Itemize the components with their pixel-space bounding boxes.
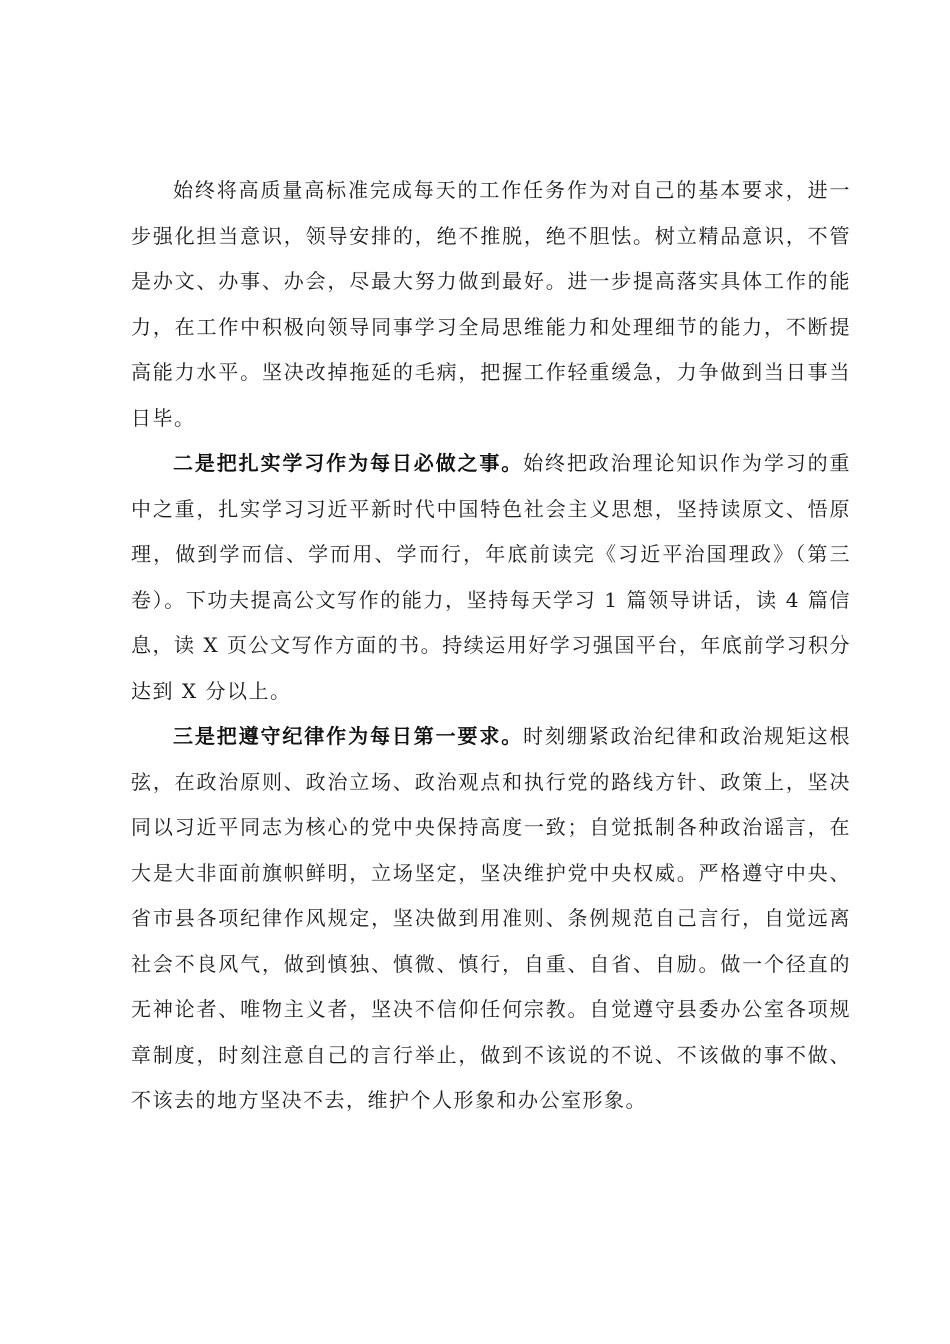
paragraph-1-text: 始终将高质量高标准完成每天的工作任务作为对自己的基本要求，进一步强化担当意识，领导安排的，绝不推脱，绝不胆怯。树立精品意识，不管是办文、办事、办会，尽最大努力做到最好。进一步提高落实具体工作的能力，在工作中积极向领导同事学习全局思维能力和处理细节的能力，不断提高能力水平。坚决改掉拖延的毛病，把握工作轻重缓急，力争做到当日事当日毕。 bbox=[131, 178, 851, 430]
paragraph-2-text: 始终把政治理论知识作为学习的重中之重，扎实学习习近平新时代中国特色社会主义思想，坚持读原文、悟原理，做到学而信、学而用、学而行，年底前读完《习近平治国理政》（第三卷）。下功夫提高公文写作的能力，坚持每天学习 1 篇领导讲话，读 4 篇信息，读 X 页公文写作方面的书。持续运用好学习强国平台，年底前学习积分达到 X 分以上。 bbox=[131, 451, 852, 703]
paragraph-2-heading: 二是把扎实学习作为每日必做之事。 bbox=[173, 451, 524, 475]
paragraph-1 bbox=[131, 168, 851, 441]
paragraph-3-heading: 三是把遵守纪律作为每日第一要求。 bbox=[173, 724, 524, 748]
document-body bbox=[131, 168, 851, 1124]
paragraph-3 bbox=[131, 714, 851, 1124]
paragraph-3-text: 时刻绷紧政治纪律和政治规矩这根弦，在政治原则、政治立场、政治观点和执行党的路线方针、政策上，坚决同以习近平同志为核心的党中央保持高度一致；自觉抵制各种政治谣言，在大是大非面前旗帜鲜明，立场坚定，坚决维护党中央权威。严格遵守中央、省市县各项纪律作风规定，坚决做到用准则、条例规范自己言行，自觉远离社会不良风气，做到慎独、慎微、慎行，自重、自省、自励。做一个径直的无神论者、唯物主义者，坚决不信仰任何宗教。自觉遵守县委办公室各项规章制度，时刻注意自己的言行举止，做到不该说的不说、不该做的事不做、不该去的地方坚决不去，维护个人形象和办公室形象。 bbox=[131, 724, 852, 1112]
paragraph-2 bbox=[131, 441, 851, 714]
